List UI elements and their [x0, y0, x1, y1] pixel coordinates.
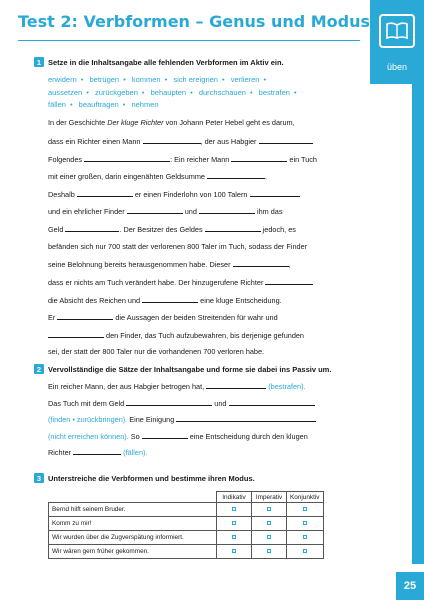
checkbox[interactable] [267, 549, 271, 553]
word-bank-row-2: aussetzen • zurückgeben • behaupten • durchschauen • bestrafen • [48, 88, 297, 97]
text-line: (nicht erreichen können). So eine Entscheidung durch den klugen [48, 432, 308, 441]
answer-blank[interactable] [84, 154, 170, 162]
text-line: Geld . Der Besitzer des Geldes jedoch, es [48, 225, 296, 234]
task-number-3: 3 [34, 473, 44, 483]
text-line: dass er nichts am Tuch verändert habe. Der hinzugerufene Richter [48, 277, 313, 288]
answer-blank[interactable] [205, 224, 261, 232]
answer-blank[interactable] [127, 206, 183, 214]
text-line: die Absicht des Reichen und eine kluge Entscheidung. [48, 296, 282, 305]
checkbox[interactable] [232, 535, 236, 539]
text-line: Deshalb er einen Finderlohn von 100 Talern [48, 189, 300, 200]
task-instruction-3: Unterstreiche die Verbformen und bestimme ihren Modus. [48, 474, 255, 483]
column-header-konjunktiv: Konjunktiv [287, 492, 324, 503]
task-instruction-1: Setze in die Inhaltsangabe alle fehlenden Verbformen im Aktiv ein. [48, 58, 284, 67]
word: erwidern [48, 75, 77, 84]
checkbox[interactable] [267, 521, 271, 525]
answer-blank[interactable] [229, 398, 315, 406]
answer-blank[interactable] [126, 398, 212, 406]
answer-blank[interactable] [48, 330, 104, 338]
sentence-cell[interactable]: Bernd hilft seinem Bruder. [49, 503, 217, 517]
word: behaupten [150, 88, 187, 97]
sentence-cell[interactable]: Komm zu mir! [49, 517, 217, 531]
modus-table [48, 491, 324, 559]
book-icon [379, 14, 415, 48]
sentence-cell[interactable]: Wir wären gern früher gekommen. [49, 545, 217, 559]
checkbox[interactable] [303, 549, 307, 553]
checkbox[interactable] [232, 549, 236, 553]
page-title: Test 2: Verbformen – Genus und Modus [18, 12, 371, 31]
text-line: und ein ehrlicher Finder und ihm das [48, 207, 283, 216]
answer-blank[interactable] [65, 224, 119, 232]
word: aussetzen [48, 88, 83, 97]
answer-blank[interactable] [73, 447, 121, 455]
answer-blank[interactable] [77, 189, 133, 197]
task-number-1: 1 [34, 57, 44, 67]
answer-blank[interactable] [143, 136, 201, 144]
text-line: Richter (fällen). [48, 448, 148, 457]
table-row [49, 503, 324, 517]
task-number-2: 2 [34, 364, 44, 374]
text-line: seine Belohnung bereits herausgenommen habe. Dieser , [48, 260, 291, 269]
text-line: Folgendes : Ein reicher Mann ein Tuch [48, 155, 317, 164]
answer-blank[interactable] [233, 259, 289, 267]
table-row [49, 531, 324, 545]
word: betrügen [89, 75, 120, 84]
word: nehmen [131, 100, 159, 109]
answer-blank[interactable] [259, 136, 313, 144]
text-line: Ein reicher Mann, der aus Habgier betrogen hat, (bestrafen). [48, 382, 306, 391]
text-line: sei, der statt der 800 Taler nur die vorhandenen 700 verloren habe. [48, 347, 265, 356]
text-line: (finden • zurückbringen). Eine Einigung [48, 414, 316, 425]
text-line: mit einer großen, darin eingenähten Geldsumme . [48, 172, 268, 181]
table-row [49, 545, 324, 559]
table-row [49, 517, 324, 531]
word-bank-row-1: erwidern • betrügen • kommen • sich ereignen • verlieren • [48, 75, 267, 84]
checkbox[interactable] [303, 535, 307, 539]
checkbox[interactable] [232, 507, 236, 511]
checkbox[interactable] [303, 521, 307, 525]
text-line: Das Tuch mit dem Geld und [48, 398, 315, 409]
side-label: üben [386, 62, 408, 72]
column-header-imperativ: Imperativ [252, 492, 287, 503]
text-line: Er die Aussagen der beiden Streitenden für wahr und [48, 313, 278, 322]
text-line: befänden sich nur 700 statt der verlorenen 800 Taler im Tuch, sodass der Finder [48, 242, 308, 251]
word: kommen [131, 75, 161, 84]
answer-blank[interactable] [265, 277, 313, 285]
word: durchschauen [198, 88, 246, 97]
checkbox[interactable] [232, 521, 236, 525]
answer-blank[interactable] [199, 206, 255, 214]
answer-blank[interactable] [176, 414, 316, 422]
word-bank-row-3: fällen • beauftragen • nehmen [48, 100, 159, 109]
word: verlieren [230, 75, 260, 84]
word: sich ereignen [173, 75, 218, 84]
word: bestrafen [258, 88, 290, 97]
answer-blank[interactable] [142, 295, 198, 303]
answer-blank[interactable] [231, 154, 287, 162]
page-number: 25 [396, 572, 424, 600]
task-instruction-2: Vervollständige die Sätze der Inhaltsangabe und forme sie dabei ins Passiv um. [48, 365, 332, 374]
column-header-indikativ: Indikativ [217, 492, 252, 503]
sentence-cell[interactable]: Wir wurden über die Zugverspätung informiert. [49, 531, 217, 545]
checkbox[interactable] [303, 507, 307, 511]
checkbox[interactable] [267, 535, 271, 539]
answer-blank[interactable] [250, 189, 300, 197]
word: zurückgeben [94, 88, 138, 97]
word: beauftragen [78, 100, 119, 109]
answer-blank[interactable] [206, 381, 266, 389]
word: fällen [48, 100, 66, 109]
title-rule [18, 40, 360, 41]
checkbox[interactable] [267, 507, 271, 511]
answer-blank[interactable] [142, 431, 188, 439]
text-line: dass ein Richter einen Mann , der aus Habgier [48, 136, 313, 147]
answer-blank[interactable] [207, 171, 265, 179]
text-line: In der Geschichte Der kluge Richter von Johann Peter Hebel geht es darum, [48, 118, 295, 127]
side-strip [412, 84, 424, 564]
text-line: den Finder, das Tuch aufzubewahren, bis derjenige gefunden [48, 330, 304, 341]
answer-blank[interactable] [57, 312, 113, 320]
